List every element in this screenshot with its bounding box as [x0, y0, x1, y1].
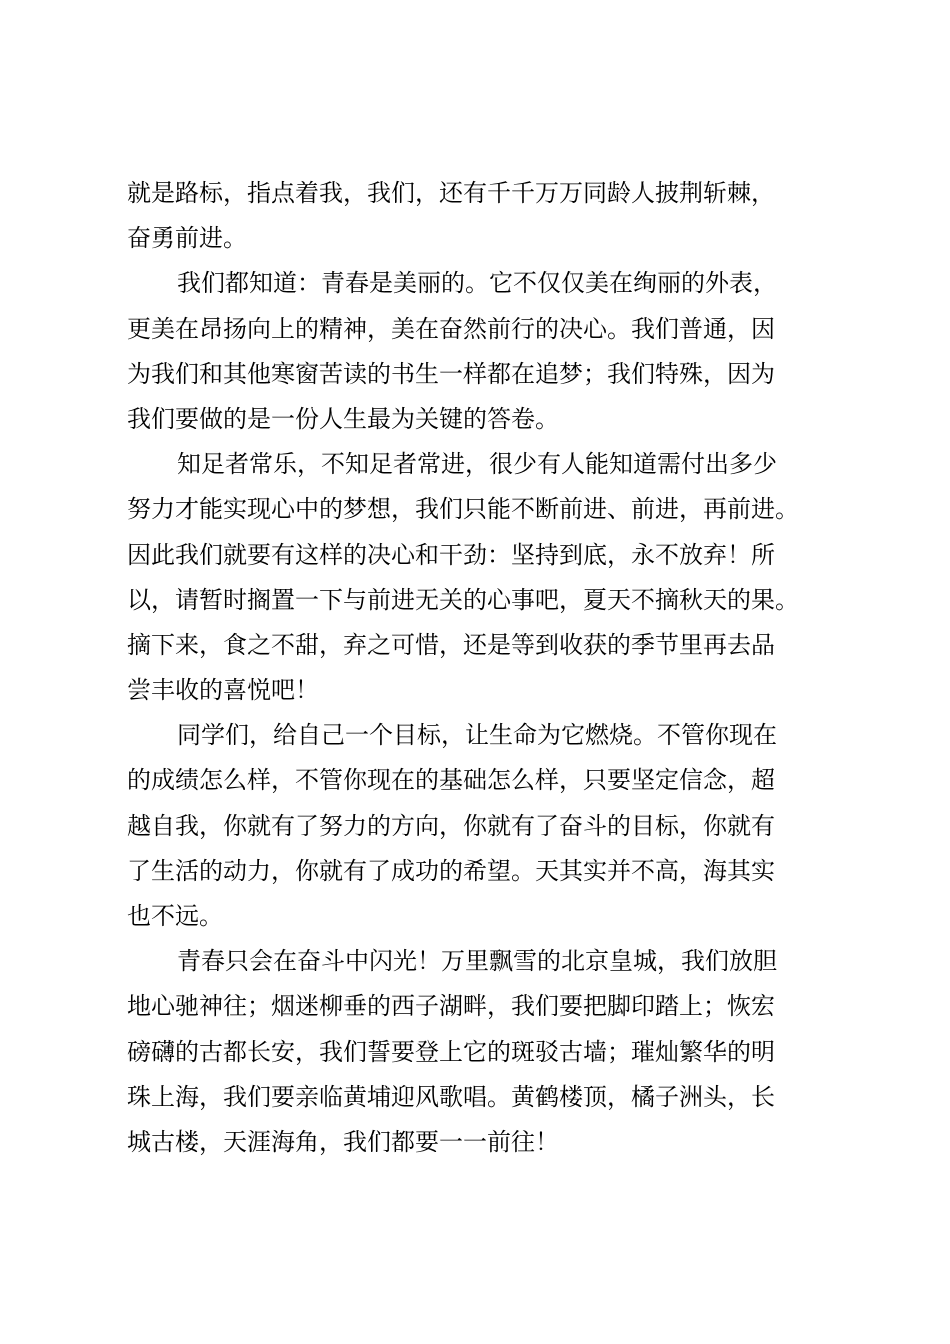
text-line: 也不远。	[127, 902, 223, 930]
text-line: 努力才能实现心中的梦想，我们只能不断前进、前进，再前进。	[127, 495, 799, 524]
text-line: 奋勇前进。	[127, 224, 247, 253]
paragraph-start-line: 同学们，给自己一个目标，让生命为它燃烧。不管你现在	[177, 721, 777, 750]
text-line: 地心驰神往；烟迷柳垂的西子湖畔，我们要把脚印踏上；恢宏	[127, 992, 775, 1021]
text-line: 的成绩怎么样，不管你现在的基础怎么样，只要坚定信念，超	[127, 766, 775, 795]
text-line: 珠上海，我们要亲临黄埔迎风歌唱。黄鹤楼顶，橘子洲头，长	[127, 1082, 775, 1111]
document-body	[127, 171, 847, 1165]
text-line: 以，请暂时搁置一下与前进无关的心事吧，夏天不摘秋天的果。	[127, 585, 799, 614]
text-line: 尝丰收的喜悦吧！	[127, 676, 319, 705]
paragraph-start-line: 我们都知道：青春是美丽的。它不仅仅美在绚丽的外表，	[177, 269, 777, 298]
text-line: 磅礴的古都长安，我们誓要登上它的斑驳古墙；璀灿繁华的明	[127, 1037, 775, 1066]
text-line: 越自我，你就有了努力的方向，你就有了奋斗的目标，你就有	[127, 811, 775, 840]
paragraph-start-line: 知足者常乐，不知足者常进，很少有人能知道需付出多少	[177, 450, 777, 479]
text-line: 更美在昂扬向上的精神，美在奋然前行的决心。我们普通，因	[127, 314, 775, 343]
text-line: 我们要做的是一份人生最为关键的答卷。	[127, 404, 559, 433]
text-line: 因此我们就要有这样的决心和干劲：坚持到底，永不放弃！所	[127, 540, 775, 569]
paragraph-start-line: 青春只会在奋斗中闪光！万里飘雪的北京皇城，我们放胆	[177, 947, 777, 976]
text-line: 城古楼，天涯海角，我们都要一一前往！	[127, 1127, 559, 1156]
text-line: 摘下来，食之不甜，弃之可惜，还是等到收获的季节里再去品	[127, 630, 775, 659]
text-line: 为我们和其他寒窗苦读的书生一样都在追梦；我们特殊，因为	[127, 359, 775, 388]
text-line: 了生活的动力，你就有了成功的希望。天其实并不高，海其实	[127, 856, 775, 885]
text-line: 就是路标，指点着我，我们，还有千千万万同龄人披荆斩棘，	[127, 179, 775, 207]
